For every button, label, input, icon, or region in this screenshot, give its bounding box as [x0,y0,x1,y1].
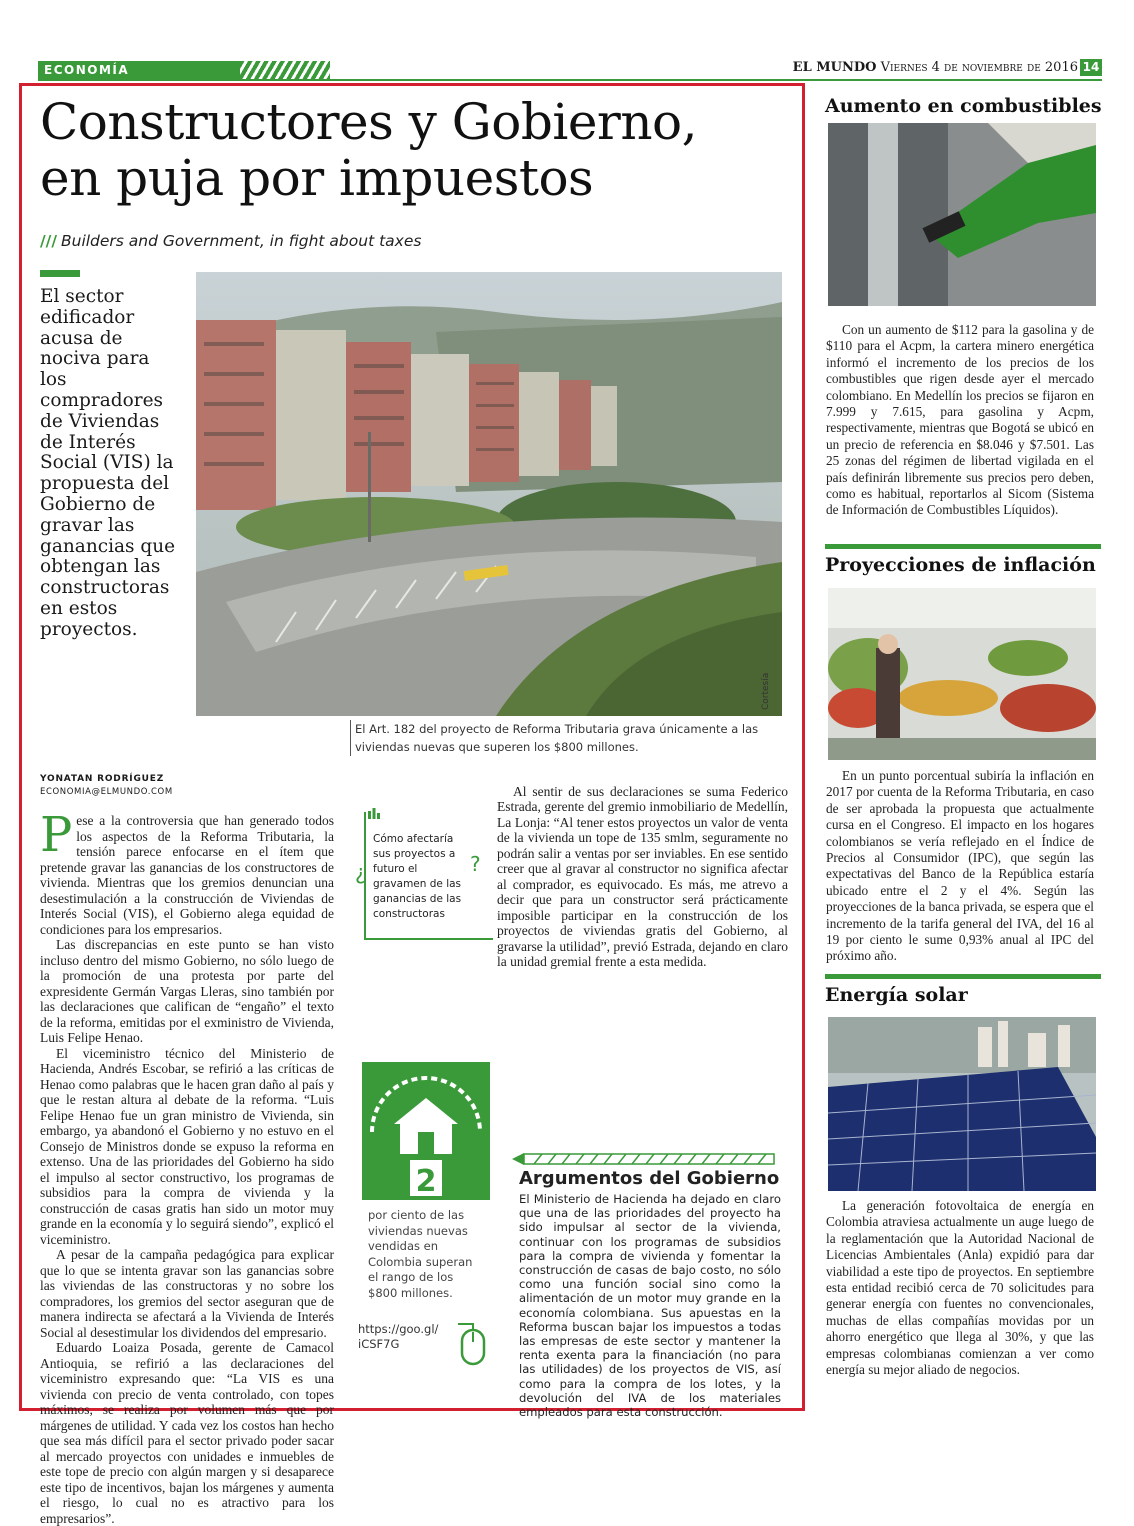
header-rule [38,79,1102,81]
lead-paragraph: El sector edificador acusa de nociva para los compradores de Viviendas de Interés Social (VIS) la propuesta del Gobierno de gravar las ganancias que obtengan las constructoras en estos proyectos. [40,286,176,640]
sidebar-rule-2 [825,974,1101,979]
subtitle-text: Builders and Government, in fight about taxes [60,232,422,250]
slash-mark: /// [40,232,57,250]
argumentos-text: El Ministerio de Hacienda ha dejado en claro que una de las prioridades del proyecto ha sido impulsar al sector de la vivienda, continuar con los programas de subsidios para la compra de vivienda y fomentar la construcción de casas de bajo costo, no sólo como una función social sino como la alimentación de un motor muy grande en la economía colombiana. Sus apuestas en la Reforma buscan bajar los impuestos a todas las empresas de este sector y mantener la renta exenta para la financiación (no para las utilidades) de los proyectos de VIS, así como para la compra de los lotes, y la devolución del IVA de los materiales empleados para esta construcción. [519,1192,781,1420]
fuel-nozzle-illustration [828,123,1096,306]
paragraph-6: Al sentir de sus declaraciones se suma Federico Estrada, gerente del gremio inmobiliario de Medellín, La Lonja: “Al tener estos proyectos un valor de venta de la vivienda un tope de 135 smlm, seguramente no podrán salir a ventas por ser inviables. En ese sentido creer que al gravar al constructor no significa afectar al comprador, es equivocado. Es más, me atrevo a decir que para un constructor será prácticamente imposible participar en la construcción de los proyectos de viviendas gratis del Gobierno, al gravarse la utilidad”, previó Estrada, dejando en claro la unidad gremial frente a esta medida. [497,783,788,969]
sidebar-text-fuel [826,322,1094,519]
question-close-mark: ? [470,852,481,876]
solar-photo [828,1017,1096,1191]
sidebar-title-inflation: Proyecciones de inflación [825,554,1096,576]
pencil-icon [512,1153,782,1165]
sidebar-title-fuel: Aumento en combustibles [825,95,1102,117]
byline-name: YONATAN RODRÍGUEZ [40,774,165,784]
paragraph-5: Eduardo Loaiza Posada, gerente de Camacol Antioquia, se refirió a las declaraciones del viceministro expresando que: “La VIS es una vivienda con precio de venta controlado, con topes máximos, se realiza por volumen más que por márgenes de utilidad. Y cada vez los costos han hecho que sea más difícil para el sector privado poder sacar al mercado proyectos con unidades e inmuebles de este tope de precio con algún margen y si desaparece este tipo de incentivos, bajan los márgenes y aumenta el riesgo, lo cual no es atractivo para los empresarios”. [40,1340,334,1526]
drop-cap: P [40,807,73,863]
paragraph-5-continued [497,768,788,784]
fuel-photo [828,123,1096,306]
sidebar-text-inflation [826,768,1094,965]
stat-link[interactable]: https://goo.gl/ iCSF7G [358,1322,439,1351]
question-open-mark: ¿ [355,860,366,884]
house-stat-graphic [362,1062,490,1200]
argumentos-title: Argumentos del Gobierno [519,1168,780,1189]
stat-number: 2 [415,1164,437,1199]
headline-line-2: en puja por impuestos [40,149,594,207]
article-column-1 [40,807,334,1526]
issue-date: Viernes 4 de noviembre de 2016 [880,60,1078,75]
main-photo [196,272,782,716]
mouse-icon [458,1318,488,1368]
byline-email[interactable]: ECONOMIA@ELMUNDO.COM [40,787,173,797]
sidebar-paragraph-fuel: Con un aumento de $112 para la gasolina y de $110 para el Acpm, la cartera minero energética informó el incremento de los precios de los combustibles que rigen desde ayer el mercado colombiano. En Medellín los precios se fijaron en 7.999 y 7.615, para gasolina y Acpm, respectivamente, mientras que Bogotá se ubicó en un precio de referencia en $8.046 y $7.501. Las 25 zonas del régimen de libertad vigilada en el país definirán libremente sus precios pero deben, como es habitual, reportarlos al Sicom (Sistema de Información de Combustibles Líquidos). [826,322,1094,518]
paragraph-1: ese a la controversia que han generado todos los aspectos de la Reforma Tributaria, la tensión parece enfocarse en el ítem que pretende gravar las ganancias de los constructores de vivienda. Mientras que los gremios denuncian una desestimulación a la construcción de Viviendas de Interés Social (VIS), el Gobierno alega equidad de condiciones para los empresarios. [40,813,334,937]
market-illustration [828,588,1096,760]
sidebar-text-solar [826,1198,1094,1378]
page-number: 14 [1080,59,1102,76]
headline-line-1: Constructores y Gobierno, [40,93,698,151]
photo-caption: El Art. 182 del proyecto de Reforma Tributaria grava únicamente a las viviendas nuevas que superen los $800 millones. [350,720,775,756]
photo-credit: Cortesía [761,672,771,710]
sidebar-paragraph-inflation: En un punto porcentual subiría la inflación en 2017 por cuenta de la Reforma Tributaria, en caso de ser aprobada la propuesta que actualmente cursa en el Congreso. El impacto en los hogares colombianos se vería reflejado en el Índice de Precios al Consumidor (IPC), que según las expectativas del Banco de la República estaría ubicado entre el 2 y el 4%. Según las proyecciones de la banca privada, se espera que el incremento de la tarifa general del IVA, del 16 al 19 por ciento le sume 0,93% anual al IPC del próximo año. [826,768,1094,964]
sidebar-title-solar: Energía solar [825,984,968,1006]
section-label: ECONOMÍA [44,63,130,77]
section-bar [38,61,330,79]
sidebar-paragraph-solar: La generación fotovoltaica de energía en Colombia atraviesa actualmente un auge luego de la reglamentación que la Autoridad Nacional de Licencias Ambientales (Anla) expidió para dar viabilidad a este tipo de proyectos. En septiembre esta entidad recibió cerca de 70 solicitudes para generar energía con fuentes no convencionales, muchas de ellas compañías movidas por un ahorro energético que llega al 30%, y que las empresas colombianas comienzan a ver como energía su mejor aliado de negocios. [826,1198,1094,1378]
solar-panel-illustration [828,1017,1096,1191]
headline [40,94,800,206]
paper-name: EL MUNDO [792,60,877,75]
lead-tab [40,270,80,277]
article-column-3 [497,768,788,1138]
paragraph-2: Las discrepancias en este punto se han visto incluso dentro del mismo Gobierno, no sólo luego de la promoción de una protesta por parte del expresidente Germán Vargas Lleras, sino también por las declaraciones que califican de “engaño” el texto de la reforma, emitidas por el exministro de Vivienda, Luis Felipe Henao. [40,937,334,1045]
section-stripes [240,61,330,79]
paragraph-4: A pesar de la campaña pedagógica para explicar que lo que se intenta gravar son las ganancias sobre las viviendas de las constructoras y no sobre los compradores, los gremios del sector aseguran que de manera indirecta se afectará a la Vivienda de Interés Social al desestimular los dividendos del empresario. [40,1247,334,1340]
bars-icon [368,807,380,819]
paragraph-3: El viceministro técnico del Ministerio de Hacienda, Andrés Escobar, se refirió a las críticas de Henao como palabras que le hacen gran daño al país y que le restan altura al debate de la reforma. “Luis Felipe Henao fue un gran ministro de Vivienda, sin embargo, ya abandonó el Gobierno y no estuvo en el Consejo de Ministros donde se expuso la reforma en extenso. Una de las prioridades del Gobierno ha sido el impulso al sector constructivo, los programas de subsidios para la compra de vivienda y la construcción de casas gratis han sido un motor muy grande en la economía y lo seguirá siendo”, explicó el viceministro. [40,1045,334,1247]
sidebar-rule-1 [825,544,1101,549]
market-photo [828,588,1096,760]
housing-illustration [196,272,782,716]
masthead [770,60,1078,75]
stat-text: por ciento de las viviendas nuevas vendidas en Colombia superan el rango de los $800 millones. [368,1208,473,1300]
question-text: Cómo afectaría sus proyectos a futuro el gravamen de las ganancias de las constructoras [373,833,462,920]
subtitle [40,232,760,250]
